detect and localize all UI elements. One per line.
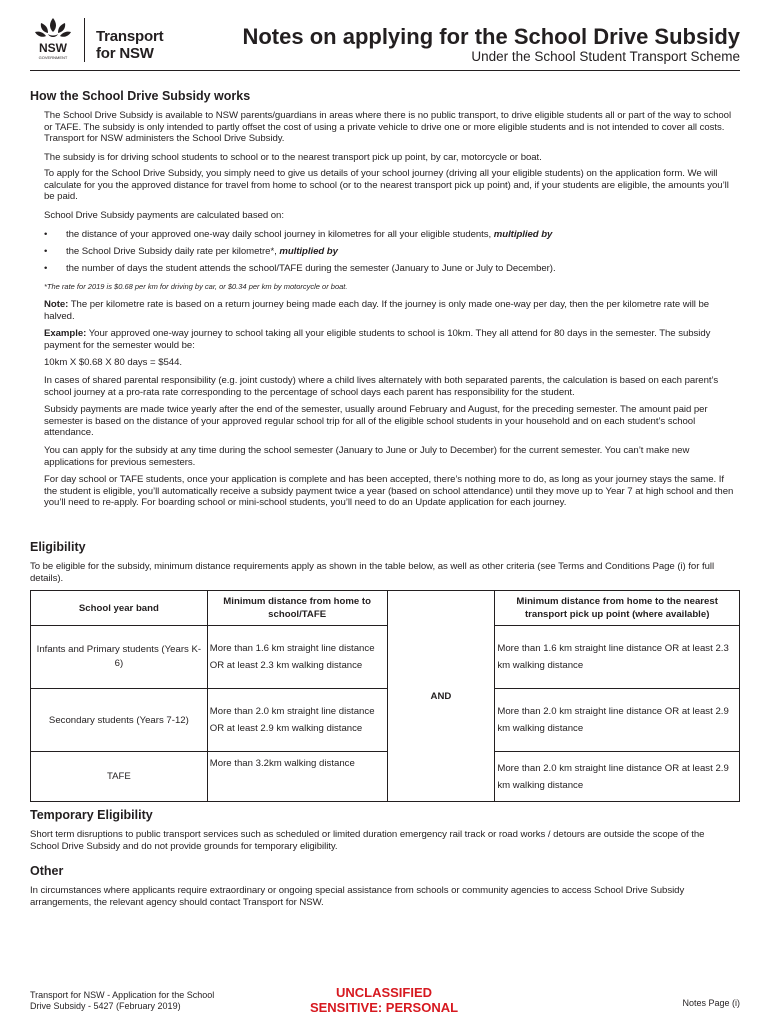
logo-text: NSW: [39, 41, 67, 55]
note-text: The per kilometre rate is based on a return journey being made each day. If the journey is only made one-way per day, then the per kilometre rate will be halved.: [44, 299, 710, 322]
classification-stamp: [296, 985, 472, 1015]
example-paragraph: [44, 328, 734, 351]
table-cell-pickup: More than 2.0 km straight line distance OR at least 2.9 km walking distance: [495, 689, 740, 752]
how-paragraph-4: School Drive Subsidy payments are calculated based on:: [44, 210, 284, 221]
how-paragraph-7: You can apply for the subsidy at any time during the school semester (January to June or July to December) for the current semester. You can’t make new applications for previous semesters.: [44, 445, 690, 468]
example-label: Example:: [44, 328, 87, 339]
bullet-icon: •: [44, 229, 48, 240]
logo-subtext: GOVERNMENT: [38, 55, 68, 60]
table-header: School year band: [31, 591, 208, 626]
page-subtitle: Under the School Student Transport Scheme: [471, 49, 740, 64]
table-cell-band: Secondary students (Years 7-12): [31, 689, 208, 752]
page-number: Notes Page (i): [682, 998, 740, 1008]
bullet-icon: •: [44, 263, 48, 274]
bullet-text: the distance of your approved one-way daily school journey in kilometres for all your eligible students,: [66, 229, 492, 240]
nsw-waratah-logo: [30, 16, 76, 62]
table-cell-school: More than 3.2km walking distance: [207, 752, 387, 802]
bullet-text: the School Drive Subsidy daily rate per kilometre*,: [66, 246, 277, 257]
temporary-text: Short term disruptions to public transport services such as scheduled or limited duration emergency rail track or road works / detours are outside the scope of the School Drive Subsidy and do not provide grounds for temporary eligibility.: [30, 829, 705, 852]
other-text: In circumstances where applicants require extraordinary or ongoing special assistance from schools or community agencies to access School Drive Subsidy arrangements, the relevant agency should contact Transport for NSW.: [30, 885, 685, 908]
brand-line-1: Transport: [96, 28, 164, 45]
table-row: [31, 626, 740, 689]
footer-document-id: [30, 990, 214, 1011]
brand-line-2: for NSW: [96, 45, 154, 62]
how-paragraph-5: In cases of shared parental responsibility (e.g. joint custody) where a child lives alternately with both separated parents, the calculation is based on each parent’s school journey at a pro-rata rate corresponding to the percentage of school days each parent has responsibility for the student.: [44, 375, 719, 398]
table-header: Minimum distance from home to school/TAFE: [207, 591, 387, 626]
table-cell-school: More than 1.6 km straight line distance OR at least 2.3 km walking distance: [207, 626, 387, 689]
classification-line-1: UNCLASSIFIED: [335, 985, 433, 1000]
table-header-row: [31, 591, 740, 626]
page-title: Notes on applying for the School Drive Subsidy: [242, 24, 740, 49]
bullet-text: the number of days the student attends the school/TAFE during the semester (January to June or July to December).: [66, 263, 556, 274]
table-row: [31, 689, 740, 752]
bullet-icon: •: [44, 246, 48, 257]
how-paragraph-1: The School Drive Subsidy is available to NSW parents/guardians in areas where there is no public transport, to drive eligible students all or part of the way to school or TAFE. The subsidy is only intended to partly offset the cost of using a private vehicle to drive one or more eligible students and is not intended to cover all costs. Transport for NSW administers the School Drive Subsidy.: [44, 110, 732, 145]
how-paragraph-2: The subsidy is for driving school students to school or to the nearest transport pick up point, by car, motorcycle or boat.: [44, 152, 542, 163]
bullet-emphasis: multiplied by: [493, 229, 553, 240]
note-paragraph: [44, 299, 734, 322]
table-header: Minimum distance from home to the nearest transport pick up point (where available): [495, 591, 740, 626]
how-paragraph-3: To apply for the School Drive Subsidy, you simply need to give us details of your school journey (driving all your eligible students) on the application form. We will calculate for you the approved distance for travel from home to school (or to the nearest transport pick up point) and, if your students are eligible, the amounts you’ll be paid.: [44, 168, 729, 203]
table-cell-pickup: More than 2.0 km straight line distance OR at least 2.9 km walking distance: [495, 752, 740, 802]
header-rule: [30, 70, 740, 71]
table-row: [31, 752, 740, 802]
table-cell-band: TAFE: [31, 752, 208, 802]
table-cell-school: More than 2.0 km straight line distance OR at least 2.9 km walking distance: [207, 689, 387, 752]
eligibility-table: [30, 590, 740, 802]
table-cell-pickup: More than 1.6 km straight line distance OR at least 2.3 km walking distance: [495, 626, 740, 689]
rate-footnote: *The rate for 2019 is $0.68 per km for driving by car, or $0.34 per km by motorcycle or boat.: [44, 282, 348, 291]
how-paragraph-6: Subsidy payments are made twice yearly after the end of the semester, usually around February and August, for the preceding semester. The amount paid per semester is based on the distance of your approved regular school trip for all of the eligible school students in your household and on each student’s school attendance.: [44, 404, 708, 439]
footer-line-1: Transport for NSW - Application for the School: [30, 990, 215, 1000]
how-heading: How the School Drive Subsidy works: [30, 89, 251, 103]
logo-divider: [84, 18, 85, 62]
temporary-heading: Temporary Eligibility: [30, 808, 153, 822]
note-label: Note:: [44, 299, 69, 310]
example-calculation: 10km X $0.68 X 80 days = $544.: [44, 357, 182, 368]
footer-line-2: Drive Subsidy - 5427 (February 2019): [30, 1000, 181, 1011]
example-text: Your approved one-way journey to school taking all your eligible students to school is 10km. They all attend for 80 days in the semester. The subsidy payment for the semester would be:: [44, 328, 711, 351]
eligibility-heading: Eligibility: [30, 540, 86, 554]
table-cell-band: Infants and Primary students (Years K-6): [31, 626, 208, 689]
and-label: AND: [387, 591, 495, 802]
other-heading: Other: [30, 864, 64, 878]
how-paragraph-8: For day school or TAFE students, once your application is complete and has been accepted, there’s nothing more to do, as long as your journey stays the same. If the student is eligible, you’ll automatically receive a subsidy payment twice a year (based on school attendance) until they move up to Year 7 at high school and then you’ll need to re-apply. For boarding school or mini-school students, you’ll need to do an Update application for each journey.: [44, 474, 734, 509]
eligibility-intro: To be eligible for the subsidy, minimum distance requirements apply as shown in the table below, as well as other criteria (see Terms and Conditions Page (i) for full details).: [30, 561, 715, 584]
classification-line-2: SENSITIVE: PERSONAL: [309, 1000, 459, 1015]
bullet-emphasis: multiplied by: [279, 246, 338, 257]
